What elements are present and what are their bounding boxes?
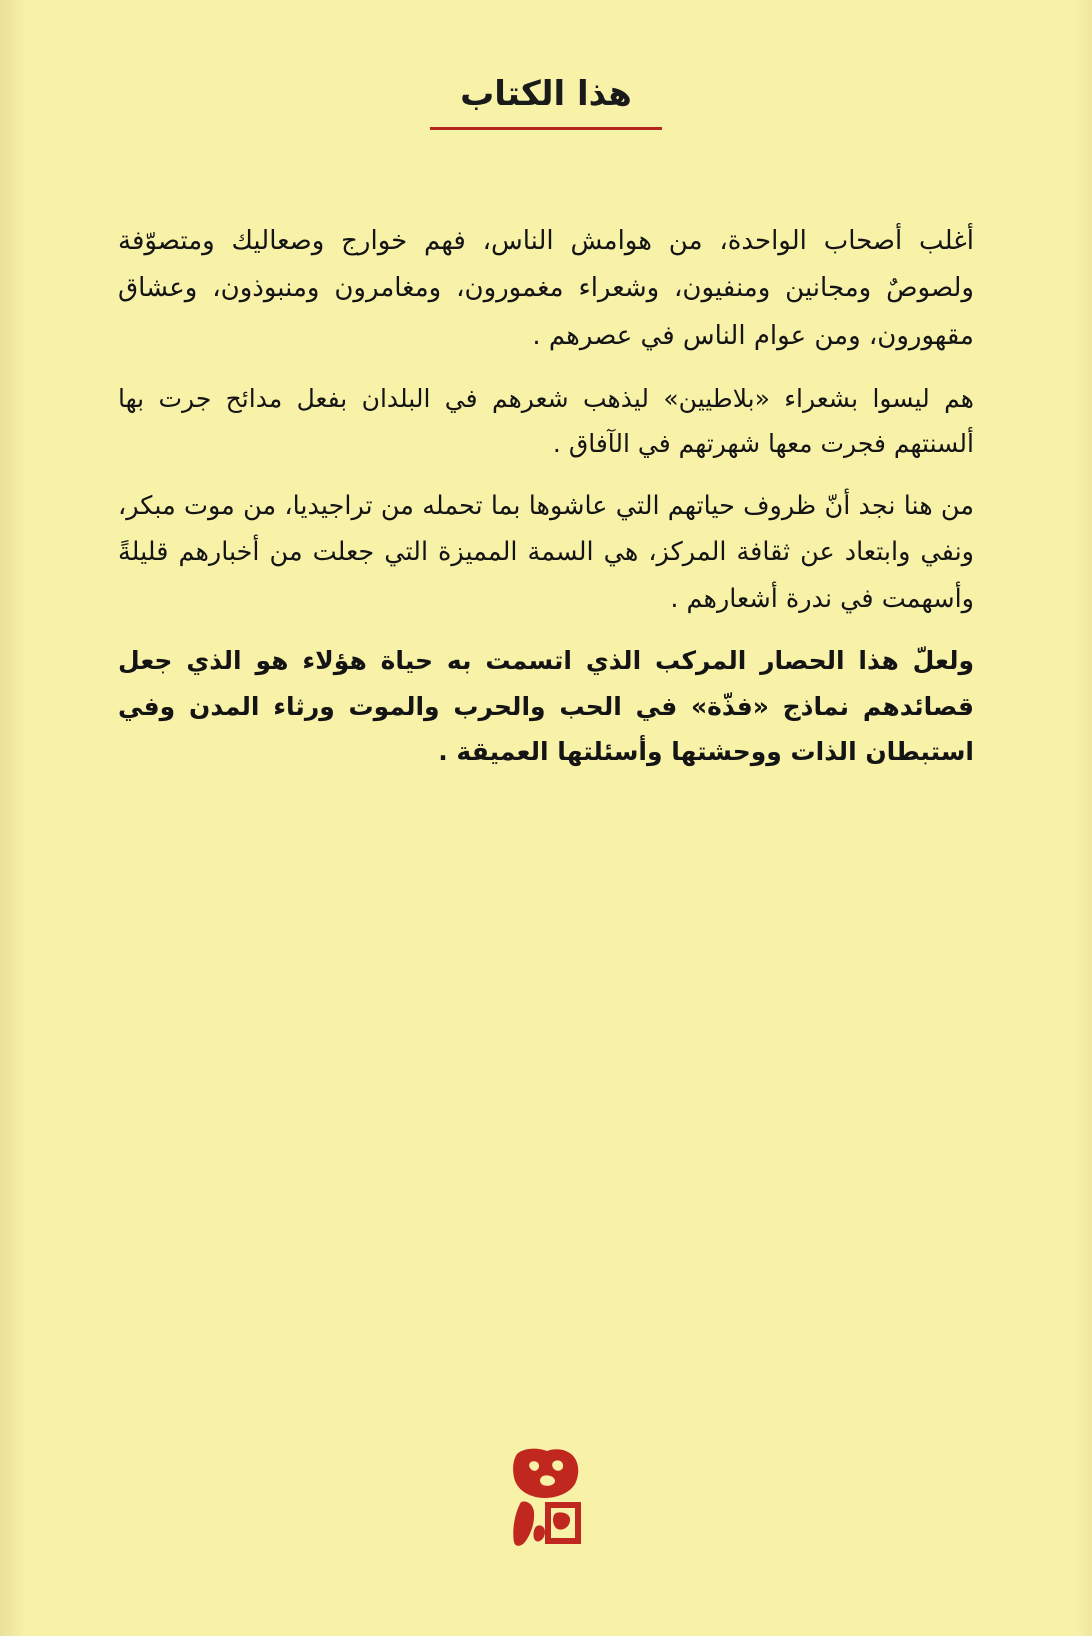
page-edge-shadow-left [0, 0, 26, 1636]
paragraph-4: ولعلّ هذا الحصار المركب الذي اتسمت به حياة هؤلاء هو الذي جعل قصائدهم نماذج «فذّة» في الحب والحرب والموت ورثاء المدن وفي استبطان الذات ووحشتها وأسئلتها العميقة . [118, 646, 974, 767]
page-title: هذا الكتاب [460, 74, 632, 114]
paragraph-3: من هنا نجد أنّ ظروف حياتهم التي عاشوها بما تحمله من تراجيديا، من موت مبكر، ونفي وابتعاد عن ثقافة المركز، هي السمة المميزة التي جعلت من أخبارهم قليلةً وأسهمت في ندرة أشعارهم . [118, 490, 974, 614]
paragraph-2: هم ليسوا بشعراء «بلاطيين» ليذهب شعرهم في البلدان بفعل مدائح جرت بها ألسنتهم فجرت معها شهرتهم في الآفاق . [118, 383, 974, 459]
page-edge-shadow-right [1074, 0, 1092, 1636]
publisher-stamp-icon [503, 1448, 589, 1550]
title-underline-rule [430, 127, 662, 130]
body-text-block [118, 218, 974, 791]
paragraph-1: أغلب أصحاب الواحدة، من هوامش الناس، فهم خوارج وصعاليك ومتصوّفة ولصوصٌ ومجانين ومنفيون، وشعراء مغمورون، ومغامرون ومنبوذون، وعشاق مقهورون، ومن عوام الناس في عصرهم . [118, 226, 974, 351]
page-header [0, 74, 1092, 130]
publisher-colophon [0, 1448, 1092, 1550]
